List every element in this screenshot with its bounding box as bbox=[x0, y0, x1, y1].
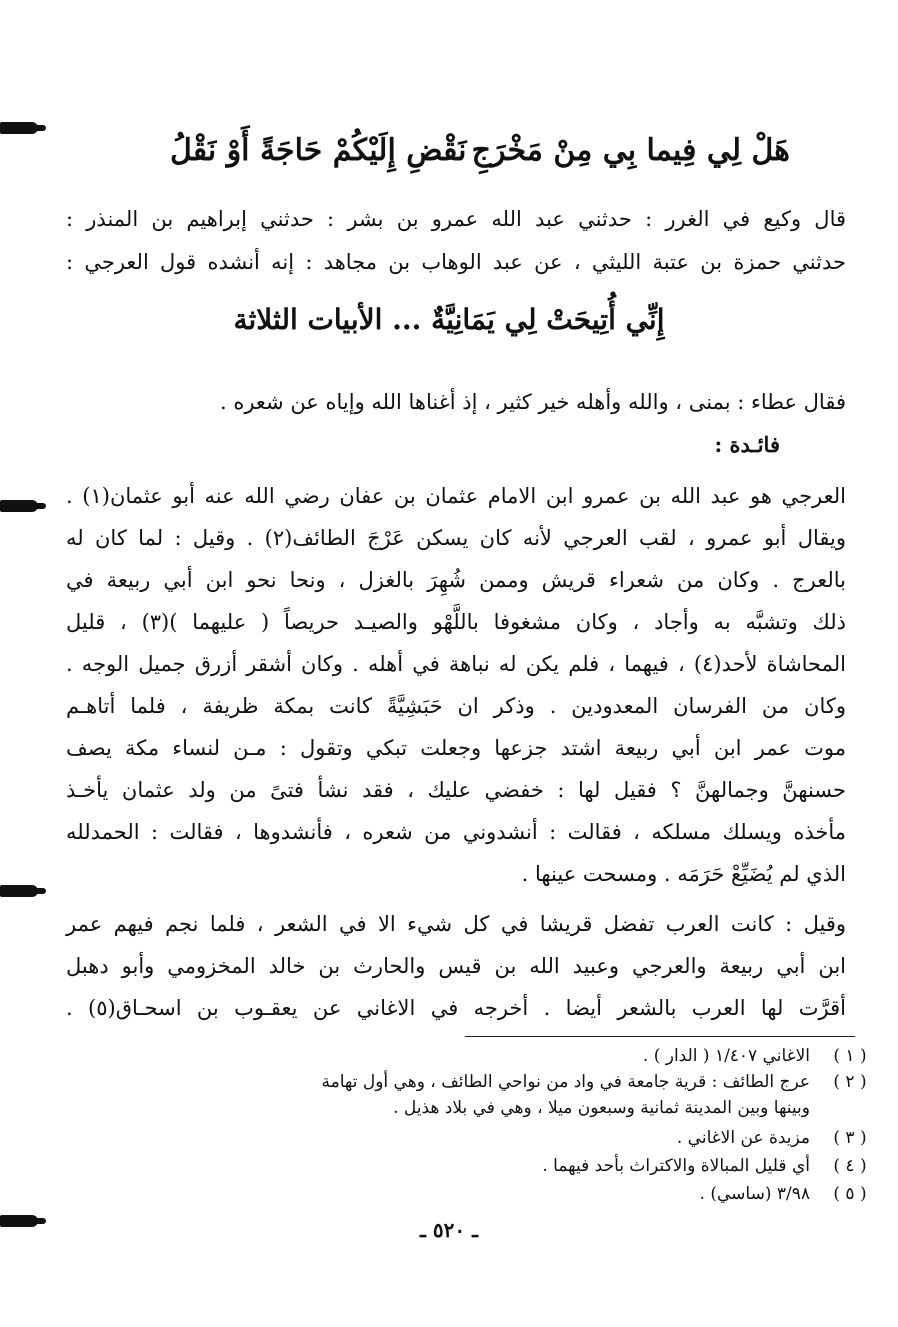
footnote-text: ٣/٩٨ (ساسي) . bbox=[699, 1184, 810, 1204]
footnote-number: ( ١ ) bbox=[833, 1046, 867, 1066]
paragraph-line: مأخذه ويسلك مسلكه ، فقالت : أنشدوني من شعره ، فأنشدوها ، فقالت : الحمدلله bbox=[66, 820, 846, 844]
reply-line: فقال عطاء : بمنى ، والله وأهله خير كثير ، إذ أغناها الله وإياه عن شعره . bbox=[219, 390, 846, 414]
footnote-text: عرج الطائف : قرية جامعة في واد من نواحي الطائف ، وهي أول تهامة bbox=[321, 1072, 810, 1092]
footnote bbox=[50, 1046, 867, 1066]
paragraph-line: بالعرج . وكان من شعراء قريش وممن شُهِرَ بالغزل ، ونحا نحو ابن أبي ربيعة في bbox=[66, 568, 846, 592]
binding-mark bbox=[0, 122, 38, 134]
verse-top bbox=[170, 122, 790, 178]
paragraph-line: الذي لم يُضَيِّعْ حَرَمَه . ومسحت عينها . bbox=[521, 862, 846, 886]
footnote-text: الاغاني ١/٤٠٧ ( الدار ) . bbox=[642, 1046, 810, 1066]
footnote bbox=[50, 1156, 867, 1176]
intro-line: قال وكيع في الغرر : حدثني عبد الله عمرو بن بشر : حدثني إبراهيم بن المنذر : bbox=[66, 207, 846, 231]
paragraph-line: ابن أبي ربيعة والعرجي وعبيد الله بن قيس والحارث بن خالد المخزومي وأبو دهبل bbox=[66, 954, 846, 978]
paragraph-line: حسنهنَّ وجمالهنَّ ؟ فقيل لها : خفضي عليك ، فقد نشأ فتىً من ولد عثمان يأخـذ bbox=[66, 778, 846, 802]
quoted-verse: إِنِّي أُتِيحَتْ لِي يَمَانِيَّةٌ ... الأبيات الثلاثة bbox=[233, 303, 665, 336]
footnote bbox=[50, 1072, 867, 1092]
footnote bbox=[50, 1098, 810, 1118]
footnote-number: ( ٢ ) bbox=[833, 1072, 867, 1092]
binding-mark bbox=[0, 885, 38, 897]
paragraph-line: المحاشاة لأحد(٤) ، فيهما ، فلم يكن له نباهة في أهله . وكان أشقر أزرق جميل الوجه . bbox=[66, 652, 846, 676]
footnote bbox=[50, 1128, 867, 1148]
paragraph-line: موت عمر ابن أبي ربيعة اشتد جزعها وجعلت تبكي وتقول : مـن لنساء مكة يصف bbox=[66, 736, 846, 760]
paragraph-line: ذلك وتشبَّه به وأجاد ، وكان مشغوفا باللَّهْو والصيـد حريصاً ( عليهما )(٣) ، قليل bbox=[66, 610, 846, 634]
binding-mark bbox=[0, 500, 38, 512]
paragraph-line: العرجي هو عبد الله بن عمرو ابن الامام عثمان بن عفان رضي الله عنه أبو عثمان(١) . bbox=[66, 484, 846, 508]
footnote-number: ( ٣ ) bbox=[833, 1128, 867, 1148]
paragraph-line: وقيل : كانت العرب تفضل قريشا في كل شيء الا في الشعر ، فلما نجم فيهم عمر bbox=[66, 912, 846, 936]
page-number: ـ ٥٢٠ ـ bbox=[420, 1218, 478, 1242]
paragraph-line: ويقال أبو عمرو ، لقب العرجي لأنه كان يسكن عَرْجَ الطائف(٢) . وقيل : لما كان له bbox=[66, 526, 847, 550]
footnote-separator bbox=[465, 1036, 855, 1037]
footnote-number: ( ٥ ) bbox=[833, 1184, 867, 1204]
footnote-text: مزيدة عن الاغاني . bbox=[676, 1128, 810, 1148]
footnote-number: ( ٤ ) bbox=[833, 1156, 867, 1176]
footnote bbox=[50, 1184, 867, 1204]
paragraph-line: وكان من الفرسان المعدودين . وذكر ان حَبَشِيَّةً كانت بمكة ظريفة ، فلما أتاهـم bbox=[66, 694, 846, 718]
footnote-text: وبينها وبين المدينة ثمانية وسبعون ميلا ، وهي في بلاد هذيل . bbox=[393, 1098, 810, 1118]
intro-line: حدثني حمزة بن عتبة الليثي ، عن عبد الوهاب بن مجاهد : إنه أنشده قول العرجي : bbox=[66, 250, 846, 274]
verse-hemistich-left: نَقْضِ إِلَيْكُمْ حَاجَةً أَوْ نَقْلُ bbox=[170, 132, 467, 168]
section-heading: فائـدة : bbox=[714, 432, 780, 457]
verse-hemistich-right: هَلْ لِي فِيما بِي مِنْ مَخْرَجِ bbox=[471, 132, 790, 168]
footnote-text: أي قليل المبالاة والاكتراث بأحد فيهما . bbox=[542, 1156, 810, 1176]
paragraph-line: أقرَّت لها العرب بالشعر أيضا . أخرجه في الاغاني عن يعقـوب بن اسحـاق(٥) . bbox=[66, 996, 846, 1020]
